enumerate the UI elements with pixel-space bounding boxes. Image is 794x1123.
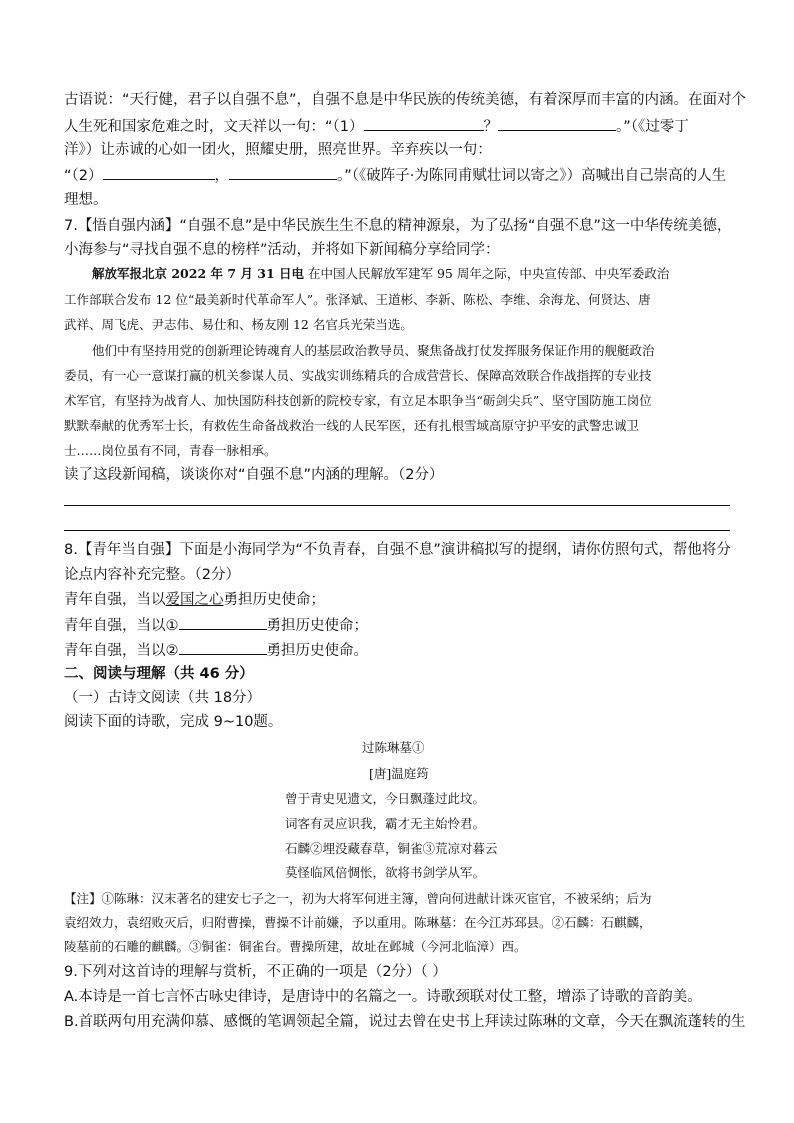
- section-2-instruction: 阅读下面的诗歌，完成 9~10题。: [64, 714, 283, 730]
- answer-line-1[interactable]: [64, 505, 730, 506]
- news-dateline: 解放军报北京 2022 年 7 月 31 日电: [92, 266, 304, 281]
- q8-row-2-a: 青年自强，当以①: [64, 618, 179, 634]
- intro-line-4-end: 。”（《破阵子·为陈同甫赋壮词以寄之》）高喊出自己崇高的人生: [337, 168, 727, 184]
- intro-line-2-end: 。”（《过零丁: [616, 119, 689, 135]
- answer-blank-2b[interactable]: [229, 165, 337, 180]
- q8-row-3: [64, 640, 368, 661]
- q8-line-2: 论点内容补充完整。（2分）: [64, 567, 240, 583]
- q7-line-1: 7.【悟自强内涵】“自强不息”是中华民族生生不息的精神源泉，为了弘扬“自强不息”这一中华传统美德，: [64, 218, 732, 234]
- news-line-1-rest: 在中国人民解放军建军 95 周年之际，中央宣传部、中央军委政治: [304, 266, 670, 281]
- q9-option-b[interactable]: B.首联两句用充满仰慕、感慨的笔调领起全篇，说过去曾在史书上拜读过陈琳的文章，今天在飘流蓬转的生: [64, 1014, 746, 1030]
- question-mark: ？: [483, 119, 498, 135]
- intro-line-1: 古语说：“天行健，君子以自强不息”，自强不息是中华民族的传统美德，有着深厚而丰富的内涵。在面对个: [64, 92, 747, 108]
- q9-stem: 9.下列对这首诗的理解与赏析，不正确的一项是（2分）（ ）: [64, 964, 447, 980]
- intro-line-4-start: “（2）: [64, 168, 103, 184]
- q7-line-2: 小海参与“寻找自强不息的榜样”活动，并将如下新闻稿分享给同学：: [64, 242, 500, 258]
- answer-blank-1b[interactable]: [498, 116, 616, 131]
- poem-line-4: 莫怪临风倍惆怅，欲将书剑学从军。: [285, 865, 486, 880]
- note-line-3: 陵墓前的石雕的麒麟。③铜雀：铜雀台。曹操所建，故址在邺城（今河北临漳）西。: [64, 939, 527, 954]
- q8-blank-2[interactable]: [179, 640, 267, 655]
- answer-line-2[interactable]: [64, 530, 730, 531]
- note-line-1: 【注】①陈琳：汉末著名的建安七子之一，初为大将军何进主簿，曾向何进献计诛灭宦官，不被采纳；后为: [64, 891, 652, 906]
- q9-option-a[interactable]: A.本诗是一首七言怀古咏史律诗，是唐诗中的名篇之一。诗歌颈联对仗工整，增添了诗歌的音韵美。: [64, 989, 702, 1005]
- poem-author: [唐]温庭筠: [369, 766, 429, 781]
- q8-line-1: 8.【青年当自强】下面是小海同学为“不负青春，自强不息”演讲稿拟写的提纲，请你仿照句式，帮他将分: [64, 542, 731, 558]
- q8-blank-1[interactable]: [179, 615, 267, 630]
- news-line-7: 默默奉献的优秀军士长，有救佐生命备战救治一线的人民军医，还有扎根雪域高原守护平安的武警忠诚卫: [64, 418, 640, 433]
- poem-title: 过陈琳墓①: [362, 740, 425, 755]
- news-line-1: [92, 265, 669, 283]
- poem-line-1: 曾于青史见遗文，今日飘蓬过此坟。: [285, 791, 486, 806]
- news-line-3: 武祥、周飞虎、尹志伟、易仕和、杨友刚 12 名官兵光荣当选。: [64, 317, 413, 332]
- q8-row-3-b: 勇担历史使命。: [266, 643, 368, 659]
- section-2-subtitle: （一）古诗文阅读（共 18分）: [64, 690, 262, 706]
- news-line-6: 术军官，有坚持为战育人、加快国防科技创新的院校专家，有立足本职争当“砺剑尖兵”、坚守国防施工岗位: [64, 393, 652, 408]
- poem-line-2: 词客有灵应识我，霸才无主始怜君。: [285, 816, 486, 831]
- news-line-4: 他们中有坚持用党的创新理论铸魂育人的基层政治教导员、聚焦备战打仗发挥服务保证作用的舰艇政治: [92, 343, 655, 358]
- intro-line-5: 理想。: [64, 192, 108, 208]
- intro-line-4: [64, 165, 726, 186]
- q8-row-1-a: 青年自强，当以: [64, 592, 166, 608]
- q8-row-2: [64, 615, 368, 636]
- q8-row-3-a: 青年自强，当以②: [64, 643, 179, 659]
- intro-line-3: 洋》）让赤诚的心如一团火，照耀史册，照亮世界。辛弃疾以一句：: [64, 142, 492, 158]
- section-2-title: 二、阅读与理解（共 46 分）: [64, 666, 254, 682]
- intro-comma: ，: [214, 168, 229, 184]
- q7-prompt: 读了这段新闻稿，谈谈你对“自强不息”内涵的理解。（2分）: [64, 467, 444, 483]
- q8-row-1-b: 勇担历史使命；: [223, 592, 325, 608]
- intro-line-2-text: 人生死和国家危难之时，文天祥以一句：“（1）: [64, 119, 364, 135]
- news-line-2: 工作部联合发布 12 位“最美新时代革命军人”。张泽斌、王道彬、李新、陈松、李维、余海龙、何贤达、唐: [64, 292, 651, 307]
- poem-line-3: 石麟②埋没藏春草，铜雀③荒凉对暮云: [285, 841, 498, 856]
- q8-row-1: [64, 590, 325, 610]
- note-line-2: 袁绍效力，袁绍败灭后，归附曹操，曹操不计前嫌，予以重用。陈琳墓：在今江苏邳县。②石麟：石麒麟，: [64, 915, 652, 930]
- q8-example: 爱国之心: [165, 592, 224, 608]
- news-line-8: 士……岗位虽有不同，青春一脉相承。: [64, 443, 277, 458]
- intro-line-2: [64, 116, 689, 137]
- q8-row-2-b: 勇担历史使命；: [266, 618, 368, 634]
- answer-blank-1a[interactable]: [364, 116, 484, 131]
- news-line-5: 委员，有一心一意谋打赢的机关参谋人员、实战实训练精兵的合成营营长、保障高效联合作战指挥的专业技: [64, 368, 652, 383]
- answer-blank-2a[interactable]: [103, 165, 215, 180]
